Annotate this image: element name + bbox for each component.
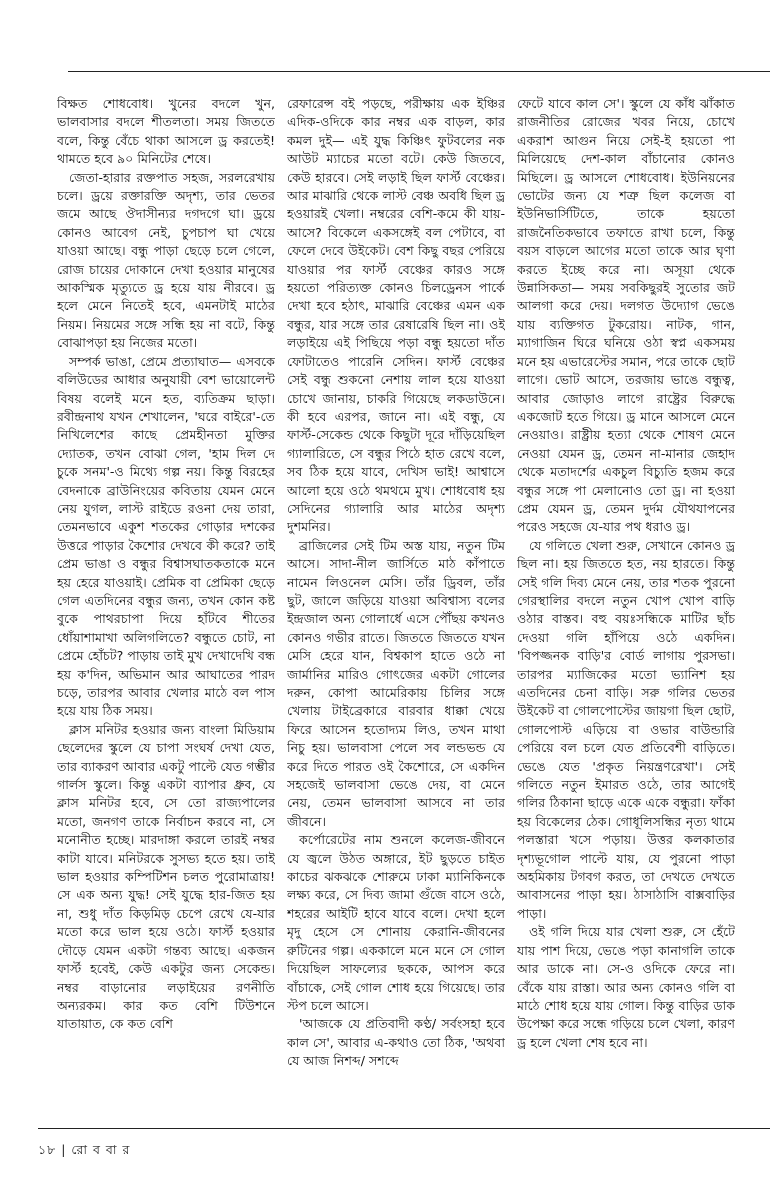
paragraph: বিক্ষত শোধবোধ। খুনের বদলে খুন, ভালবাসার বদলে শীতলতা। সময় জিততে বলে, কিন্তু বেঁচে থাকা আসলে ড্র করতেই! থামতে হবে ৯০ মিনিটের শেষে। xyxy=(57,96,275,167)
magazine-name: রো ব বা র xyxy=(71,1142,131,1157)
top-rule xyxy=(68,71,770,72)
page-footer xyxy=(38,1142,130,1162)
paragraph: রেফারেন্স বই পড়ছে, পরীক্ষায় এক ইঞ্চির এদিক-ওদিকে কার নম্বর এক বাড়ল, কার কমল দুই— এই যুদ্ধ কিঞ্চিৎ ফুটবলের নক আউট ম্যাচের মতো বটে। কেউ জিতবে, কেউ হারবে। সেই লড়াই ছিল ফার্স্ট বেঞ্চের। আর মাঝারি থেকে লাস্ট বেঞ্চ অবধি ছিল ড্র হওয়ারই খেলা। নম্বরের বেশি-কমে কী যায়-আসে? বিকেলে একসঙ্গেই বল পেটাবে, বা ফেলে দেবে উইকেট। বেশ কিছু বছর পেরিয়ে যাওয়ার পর ফার্স্ট বেঞ্চের কারও সঙ্গে হয়তো পরিত্যক্ত কোনও চিলড্রেনস পার্কে দেখা হবে হঠাৎ, মাঝারি বেঞ্চের এমন এক বন্ধুর, যার সঙ্গে তার রেষারেষি ছিল না। ওই লড়াইয়ে এই পিছিয়ে পড়া বন্ধু হয়তো দাঁত ফোটাতেও পারেনি সেদিন। ফার্স্ট বেঞ্চের সেই বন্ধু শুকনো নেশায় লাল হয়ে যাওয়া চোখে জানায়, চাকরি গিয়েছে লকডাউনে। কী হবে এরপর, জানে না। এই বন্ধু, যে ফার্স্ট-সেকেন্ড থেকে কিছুটা দূরে দাঁড়িয়েছিল গ্যালারিতে, সে বন্ধুর পিঠে হাত রেখে বলে, সব ঠিক হয়ে যাবে, দেখিস ভাই! আশ্বাসে আলো হয়ে ওঠে থমথমে মুখ। শোধবোধ হয় সেদিনের গ্যালারি আর মাঠের অদৃশ্য দুশমনির। xyxy=(287,96,505,535)
article-column-3 xyxy=(517,95,735,1115)
paragraph: ওই গলি দিয়ে যার খেলা শুরু, সে হেঁটে যায় পাশ দিয়ে, ভেঙে পড়া কানাগলি তাকে আর ডাকে না। সে-ও ওদিকে ফেরে না। বেঁকে যায় রাস্তা। আর অন্য কোনও গলি বা মাঠে শোধ হয়ে যায় গোল। কিন্তু বাড়ির ডাক উপেক্ষা করে সন্ধে গড়িয়ে চলে খেলা, কারণ ড্র হলে খেলা শেষ হবে না। xyxy=(517,924,735,1050)
paragraph: ফেটে যাবে কাল সে'। স্কুলে যে কাঁধ ঝাঁকাত রাজনীতির রোজের খবর নিয়ে, চোখে একরাশ আগুন নিয়ে সেই-ই হয়তো পা মিলিয়েছে দেশ-কাল বাঁচানোর কোনও মিছিলে। ড্র আসলে শোধবোধ। ইউনিয়নের ভোটের জন্য যে শত্রু ছিল কলেজ বা ইউনিভার্সিটিতে, তাকে হয়তো রাজনৈতিকভাবে তফাতে রাখা চলে, কিন্তু বয়স বাড়লে আগের মতো তাকে আর ঘৃণা করতে ইচ্ছে করে না। অসূয়া থেকে উন্নাসিকতা— সময় সবকিছুরই সুতোর জট আলগা করে দেয়। দলগত উদ্যোগ ভেঙে যায় ব্যক্তিগত টুকরোয়। নাটক, গান, ম্যাগাজিন ঘিরে ঘনিয়ে ওঠা স্বপ্ন একসময় মনে হয় এভারেস্টের সমান, পরে তাকে ছোট লাগে। ভোট আসে, তরজায় ভাঙে বন্ধুত্ব, আবার জোড়াও লাগে রাষ্ট্রের বিরুদ্ধে একজোট হতে গিয়ে। ড্র মানে আসলে মেনে নেওয়াও। রাষ্ট্রীয় হত্যা থেকে শোষণ মেনে নেওয়া যেমন ড্র, তেমন না-মানার জেহাদ থেকে মতাদর্শের একচুল বিচ্যুতি হজম করে বন্ধুর সঙ্গে পা মেলানোও তো ড্র। না হওয়া প্রেম যেমন ড্র, তেমন দুর্দম যৌথযাপনের পরেও সহজে যে-যার পথ ধরাও ড্র। xyxy=(517,96,735,535)
paragraph: 'আজকে যে প্রতিবাদী কণ্ঠ/ সর্বংসহা হবে কাল সে', আবার এ-কথাও তো ঠিক, 'অথবা যে আজ নিশব্দ/ সশব্দে xyxy=(287,1016,505,1069)
paragraph: সম্পর্ক ভাঙা, প্রেমে প্রত্যাঘাত— এসবকে বলিউডের আধার অনুযায়ী বেশ ভায়োলেন্ট বিষয় বলেই মনে হত, ব্যতিক্রম ছাড়া। রবীন্দ্রনাথ যখন শেখালেন, 'ঘরে বাইরে'-তে নিখিলেশের কাছে প্রেমহীনতা মুক্তির দ্যোতক, তখন বোঝা গেল, 'হাম দিল দে চুকে সনম'-ও মিথ্যে গল্প নয়। কিন্তু বিরহের বেদনাকে ব্রাউনিংয়ের কবিতায় যেমন মেনে নেয় যুগল, লাস্ট রাইডে রওনা দেয় তারা, তেমনভাবে একুশ শতকের গোড়ার দশকের উত্তরে পাড়ার কৈশোর দেখবে কী করে? তাই প্রেম ভাঙা ও বন্ধুর বিশ্বাসঘাতকতাকে মনে হয় হেরে যাওয়াই। প্রেমিক বা প্রেমিকা ছেড়ে গেল এতদিনের বন্ধুর জন্য, তখন কোন কষ্ট বুকে পাথরচাপা দিয়ে হাঁটবে শীতের ধোঁয়াশামাখা অলিগলিতে? বন্ধুতে চোট, না প্রেমে হোঁচট? পাড়ায় তাই মুখ দেখাদেখি বন্ধ হয় ক'দিন, অভিমান আর আঘাতের পারদ চড়ে, তারপর আবার খেলার মাঠে বল পাস হয়ে যায় ঠিক সময়। xyxy=(57,353,275,719)
footer-separator: | xyxy=(61,1142,67,1157)
article-column-2 xyxy=(287,95,505,1115)
paragraph: যে গলিতে খেলা শুরু, সেখানে কোনও ড্র ছিল না। হয় জিততে হত, নয় হারতে। কিন্তু সেই গলি দিব্য মেনে নেয়, তার শতক পুরনো গেরস্থালির বদলে নতুন খোপ খোপ বাড়ি ওঠার বাস্তব। বহু বয়ঃসন্ধিকে মাটির ছাঁচ দেওয়া গলি হাঁপিয়ে ওঠে একদিন। 'বিপজ্জনক বাড়ি'র বোর্ড লাগায় পুরসভা। তারপর ম্যাজিকের মতো ভ্যানিশ হয় এতদিনের চেনা বাড়ি। সরু গলির ভেতর উইকেট বা গোলপোস্টের জায়গা ছিল ছোট, গোলপোস্ট এড়িয়ে বা ওভার বাউন্ডারি পেরিয়ে বল চলে যেত প্রতিবেশী বাড়িতে। ভেঙে যেত 'প্রকৃত নিয়ন্ত্রণরেখা'। সেই গলিতে নতুন ইমারত ওঠে, তার আগেই গলির ঠিকানা ছাড়ে একে একে বন্ধুরা। ফাঁকা হয় বিকেলের ঠেক। গোধূলিসন্ধির নৃত্য থামে পলস্তারা খসে পড়ায়। উত্তর কলকাতার দৃশ্যভূগোল পাল্টে যায়, যে পুরনো পাড়া অহমিকায় টগবগ করত, তা দেখতে দেখতে আবাসনের পাড়া হয়। ঠাসাঠাসি বাক্সবাড়ির পাড়া। xyxy=(517,537,735,921)
paragraph: ব্রাজিলের সেই টিম অস্ত যায়, নতুন টিম আসে। সাদা-নীল জার্সিতে মাঠ কাঁপাতে নামেন লিওনেল মেসি। তাঁর ড্রিবল, তাঁর ছুট, জালে জড়িয়ে যাওয়া অবিশ্বাস্য বলের ইন্দ্রজাল অন্য গোলার্ধে এসে পৌঁছয় কখনও কোনও গভীর রাতে। জিততে জিততে যখন মেসি হেরে যান, বিশ্বকাপ হাতে ওঠে না জার্মানির মারিও গোৎজের একটা গোলের দরুন, কোপা আমেরিকায় চিলির সঙ্গে খেলায় টাইব্রেকারে বারবার ধাক্কা খেয়ে ফিরে আসেন হতোদ্যম লিও, তখন মাথা নিচু হয়। ভালবাসা পেলে সব লন্ডভন্ড যে করে দিতে পারত ওই কৈশোরে, সে একদিন সহজেই ভালবাসা ভেঙে দেয়, বা মেনে নেয়, তেমন ভালবাসা আসবে না তার জীবনে। xyxy=(287,537,505,829)
paragraph: কর্পোরেটের নাম শুনলে কলেজ-জীবনে যে জ্বলে উঠত অঙ্গারে, ইট ছুড়তে চাইত কাচের ঝকঝকে শোরুমে ঢাকা ম্যানিকিনকে লক্ষ্য করে, সে দিব্য জামা গুঁজে বাসে ওঠে, শহরের আইটি হাবে যাবে বলে। দেখা হলে মৃদু হেসে সে শোনায় কেরানি-জীবনের রুটিনের গল্প। এককালে মনে মনে সে গোল দিয়েছিল সাফল্যের ছককে, আপস করে বাঁচাকে, সেই গোল শোধ হয়ে গিয়েছে। তার স্টপ চলে আসে। xyxy=(287,832,505,1013)
page-number: ১৮ xyxy=(38,1142,57,1157)
article-column-1 xyxy=(57,95,275,1115)
paragraph: ক্লাস মনিটর হওয়ার জন্য বাংলা মিডিয়াম ছেলেদের স্কুলে যে চাপা সংঘর্ষ দেখা যেত, তার ব্যাকরণ আবার একটু পাল্টে যেত গম্ভীর গার্লস স্কুলে। কিন্তু একটা ব্যাপার ধ্রুব, যে ক্লাস মনিটর হবে, সে তো রাজ্যপালের মতো, জনগণ তাকে নির্বাচন করবে না, সে মনোনীত হচ্ছে। মারদাঙ্গা করলে তারই নম্বর কাটা যাবে। মনিটরকে সুসভ্য হতে হয়। তাই ভাল হওয়ার কম্পিটিশন চলত পুরোমাত্রায়! সে এক অন্য যুদ্ধ! সেই যুদ্ধে হার-জিত হয় না, শুধু দাঁত কিড়মিড় চেপে রেখে যে-যার মতো করে ভাল হয়ে ওঠে। ফার্স্ট হওয়ার দৌড়ে যেমন একটা গন্তব্য আছে। একজন ফার্স্ট হবেই, কেউ একটুর জন্য সেকেন্ড। নম্বর বাড়ানোর লড়াইয়ের রণনীতি অন্যরকম। কার কত বেশি টিউশনে যাতায়াত, কে কত বেশি xyxy=(57,721,275,1032)
paragraph: জেতা-হারার রক্তপাত সহজ, সরলরেখায় চলে। ড্রয়ে রক্তারক্তি অদৃশ্য, তার ভেতর জমে আছে ঔদাসীন্যর দগদগে ঘা। ড্রয়ে কোনও আবেগ নেই, চুপচাপ ঘা খেয়ে যাওয়া আছে। বন্ধু পাড়া ছেড়ে চলে গেলে, রোজ চায়ের দোকানে দেখা হওয়ার মানুষের আকস্মিক মৃত্যুতে ড্র হয়ে যায় নীরবে। ড্র হলে মেনে নিতেই হবে, এমনটাই মাঠের নিয়ম। নিয়মের সঙ্গে সন্ধি হয় না বটে, কিন্তু বোঝাপড়া হয় নিজের মতো। xyxy=(57,169,275,351)
bottom-rule xyxy=(38,1128,770,1129)
